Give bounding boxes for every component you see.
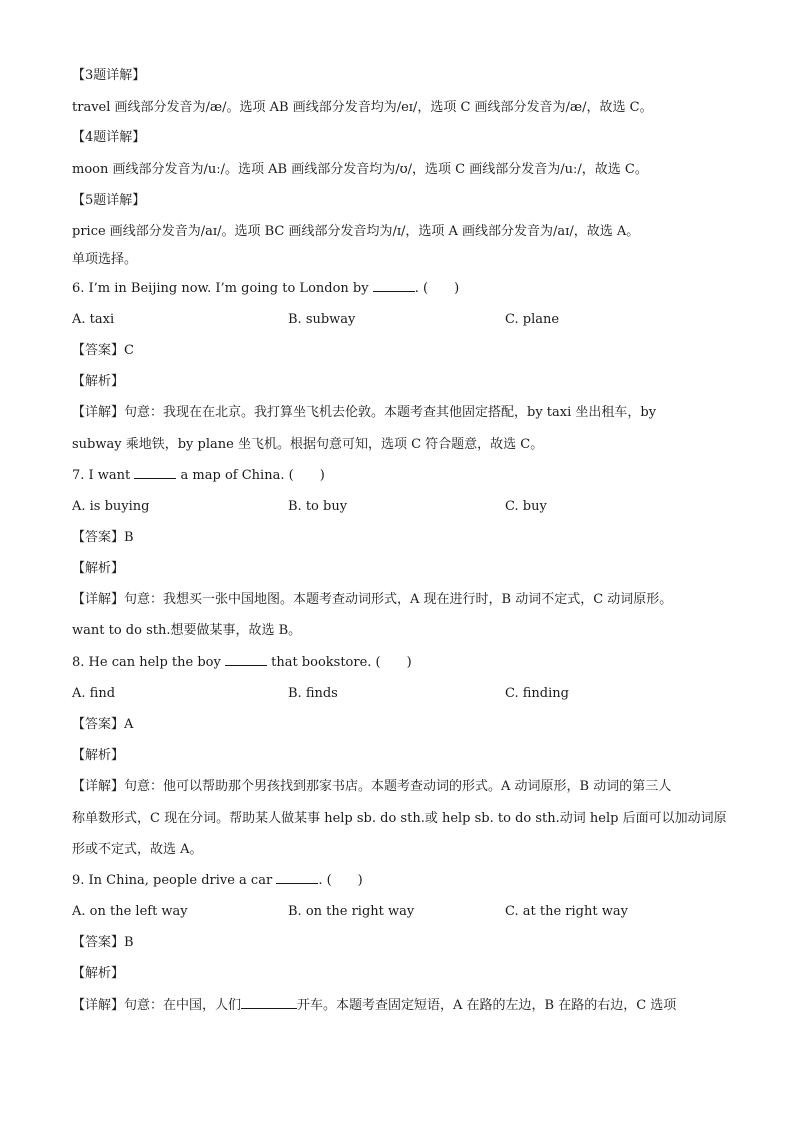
q3-explanation: travel 画线部分发音为/æ/。选项 AB 画线部分发音均为/eɪ/，选项 C 画线部分发音为/æ/，故选 C。 — [72, 100, 653, 115]
q7-stem-end: ) — [319, 468, 325, 483]
q9-stem — [72, 871, 363, 891]
q5-heading: 【5题详解】 — [72, 193, 146, 208]
q6-option-c: C. plane — [505, 312, 560, 327]
q8-detail-line-3: 形或不定式，故选 A。 — [72, 842, 203, 857]
q7-option-a: A. is buying — [72, 499, 150, 514]
q8-blank — [225, 653, 267, 666]
q6-detail-line-2: subway 乘地铁，by plane 坐飞机。根据句意可知，选项 C 符合题意，故选 C。 — [72, 437, 544, 452]
q8-detail-line-1: 【详解】句意：他可以帮助那个男孩找到那家书店。本题考查动词的形式。A 动词原形，B 动词的第三人 — [72, 779, 672, 794]
q6-option-a: A. taxi — [72, 312, 115, 327]
q8-stem-mid: that bookstore. ( — [266, 655, 381, 670]
q9-detail-end: 开车。本题考查固定短语，A 在路的左边，B 在路的右边，C 选项 — [297, 998, 677, 1013]
q6-analysis-label: 【解析】 — [72, 374, 125, 389]
q8-stem — [72, 653, 412, 673]
q6-stem-start: 6. I’m in Beijing now. I’m going to London by — [72, 281, 373, 296]
q9-analysis-label: 【解析】 — [72, 966, 125, 981]
q6-stem-mid: . ( — [414, 281, 429, 296]
q9-option-c: C. at the right way — [505, 904, 628, 919]
q3-heading: 【3题详解】 — [72, 68, 146, 83]
q6-blank — [373, 279, 415, 292]
q9-stem-mid: . ( — [318, 873, 332, 888]
q7-detail-line-1: 【详解】句意：我想买一张中国地图。本题考查动词形式，A 现在进行时，B 动词不定式，C 动词原形。 — [72, 592, 673, 607]
q7-option-c: C. buy — [505, 499, 547, 514]
q7-analysis-label: 【解析】 — [72, 561, 125, 576]
q4-explanation: moon 画线部分发音为/uː/。选项 AB 画线部分发音均为/ʊ/，选项 C 画线部分发音为/uː/，故选 C。 — [72, 162, 648, 177]
q8-stem-end: ) — [406, 655, 412, 670]
q6-answer: 【答案】C — [72, 343, 134, 358]
q9-answer: 【答案】B — [72, 935, 134, 950]
q9-option-a: A. on the left way — [72, 904, 188, 919]
q6-stem — [72, 279, 459, 299]
q9-stem-start: 9. In China, people drive a car — [72, 873, 277, 888]
q9-detail-start: 【详解】句意：在中国，人们 — [72, 998, 242, 1013]
q9-detail-blank — [241, 996, 297, 1009]
q4-heading: 【4题详解】 — [72, 130, 146, 145]
q9-stem-end: ) — [357, 873, 363, 888]
q9-blank — [276, 871, 318, 884]
q8-stem-start: 8. He can help the boy — [72, 655, 225, 670]
q9-option-b: B. on the right way — [288, 904, 415, 919]
q8-detail-line-2: 称单数形式，C 现在分词。帮助某人做某事 help sb. do sth.或 help sb. to do sth.动词 help 后面可以加动词原 — [72, 811, 727, 826]
q6-stem-end: ) — [454, 281, 460, 296]
q7-blank — [134, 466, 176, 479]
q8-option-c: C. finding — [505, 686, 569, 701]
q7-answer: 【答案】B — [72, 530, 134, 545]
q6-option-b: B. subway — [288, 312, 356, 327]
q8-option-b: B. finds — [288, 686, 338, 701]
q7-stem-start: 7. I want — [72, 468, 135, 483]
q7-stem-mid: a map of China. ( — [176, 468, 294, 483]
q8-analysis-label: 【解析】 — [72, 748, 125, 763]
q8-option-a: A. find — [72, 686, 116, 701]
q7-detail-line-2: want to do sth.想要做某事，故选 B。 — [72, 623, 302, 638]
q8-answer: 【答案】A — [72, 717, 134, 732]
q6-detail-line-1: 【详解】句意：我现在在北京。我打算坐飞机去伦敦。本题考查其他固定搭配，by taxi 坐出租车，by — [72, 405, 657, 420]
q7-option-b: B. to buy — [288, 499, 348, 514]
section-title: 单项选择。 — [72, 252, 138, 267]
q9-detail-line-1 — [72, 996, 676, 1016]
q5-explanation: price 画线部分发音为/aɪ/。选项 BC 画线部分发音均为/ɪ/，选项 A 画线部分发音为/aɪ/，故选 A。 — [72, 224, 640, 239]
q7-stem — [72, 466, 325, 486]
